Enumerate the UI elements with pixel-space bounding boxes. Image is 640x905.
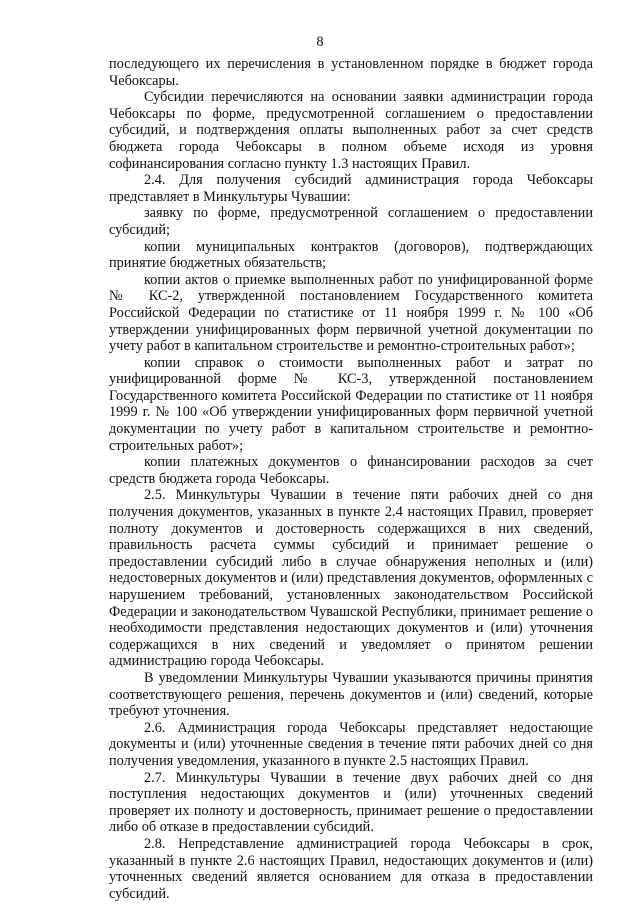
- list-item-payment-documents: копии платежных документов о финансировании расходов за счет средств бюджета города Чебоксары.: [109, 454, 593, 487]
- list-item-application: заявку по форме, предусмотренной соглашением о предоставлении субсидий;: [109, 205, 593, 238]
- paragraph-subsidy-transfer: Субсидии перечисляются на основании заявки администрации города Чебоксары по форме, предусмотренной соглашением о предоставлении субсидий, и подтверждения оплаты выполненных работ за счет средств бюджета города Чебоксары в полном объеме исходя из уровня софинансирования согласно пункту 1.3 настоящих Правил.: [109, 89, 593, 172]
- page-number: 8: [316, 34, 324, 50]
- paragraph-2-6: 2.6. Администрация города Чебоксары представляет недостающие документы и (или) уточненные сведения в течение пяти рабочих дней со дня получения уведомления, указанного в пункте 2.5 настоящих Правил.: [109, 719, 593, 769]
- paragraph-2-4: 2.4. Для получения субсидий администрация города Чебоксары представляет в Минкультуры Чувашии:: [109, 172, 593, 205]
- paragraph-continuation: последующего их перечисления в установленном порядке в бюджет города Чебоксары.: [109, 56, 593, 89]
- paragraph-2-5: 2.5. Минкультуры Чувашии в течение пяти рабочих дней со дня получения документов, указанных в пункте 2.4 настоящих Правил, проверяет полноту документов и достоверность содержащихся в них сведений, правильность расчета суммы субсидий и принимает решение о предоставлении субсидий либо в случае обнаружения неполных и (или) недостоверных документов и (или) представления документов, оформленных с нарушением требований, установленных законодательством Российской Федерации и законодательством Чувашской Республики, принимает решение о необходимости представления недостающих документов и (или) уточнения содержащихся в них сведений и уведомляет о принятом решении администрацию города Чебоксары.: [109, 487, 593, 670]
- paragraph-2-7: 2.7. Минкультуры Чувашии в течение двух рабочих дней со дня поступления недостающих документов и (или) уточненных сведений проверяет их полноту и достоверность, принимает решение о предоставлении либо об отказе в предоставлении субсидий.: [109, 769, 593, 836]
- list-item-contracts: копии муниципальных контрактов (договоров), подтверждающих принятие бюджетных обязательств;: [109, 238, 593, 272]
- paragraph-notification: В уведомлении Минкультуры Чувашии указываются причины принятия соответствующего решения, перечень документов и (или) сведений, которые требуют уточнения.: [109, 669, 593, 720]
- paragraph-2-8: 2.8. Непредставление администрацией города Чебоксары в срок, указанный в пункте 2.6 настоящих Правил, недостающих документов и (или) уточненных сведений является основанием для отказа в предоставлении субсидий.: [109, 835, 593, 902]
- list-item-ks2-acts: копии актов о приемке выполненных работ по унифицированной форме № КС-2, утвержденной постановлением Государственного комитета Российской Федерации по статистике от 11 ноября 1999 г. № 100 «Об утверждении унифицированных форм первичной учетной документации по учету работ в капитальном строительстве и ремонтно-строительных работ»;: [109, 271, 593, 355]
- list-item-ks3-certificates: копии справок о стоимости выполненных работ и затрат по унифицированной форме № КС-3, утвержденной постановлением Государственного комитета Российской Федерации по статистике от 11 ноября 1999 г. № 100 «Об утверждении унифицированных форм первичной учетной документации по учету работ в капитальном строительстве и ремонтно-строительных работ»;: [109, 354, 593, 454]
- document-body: [109, 56, 593, 902]
